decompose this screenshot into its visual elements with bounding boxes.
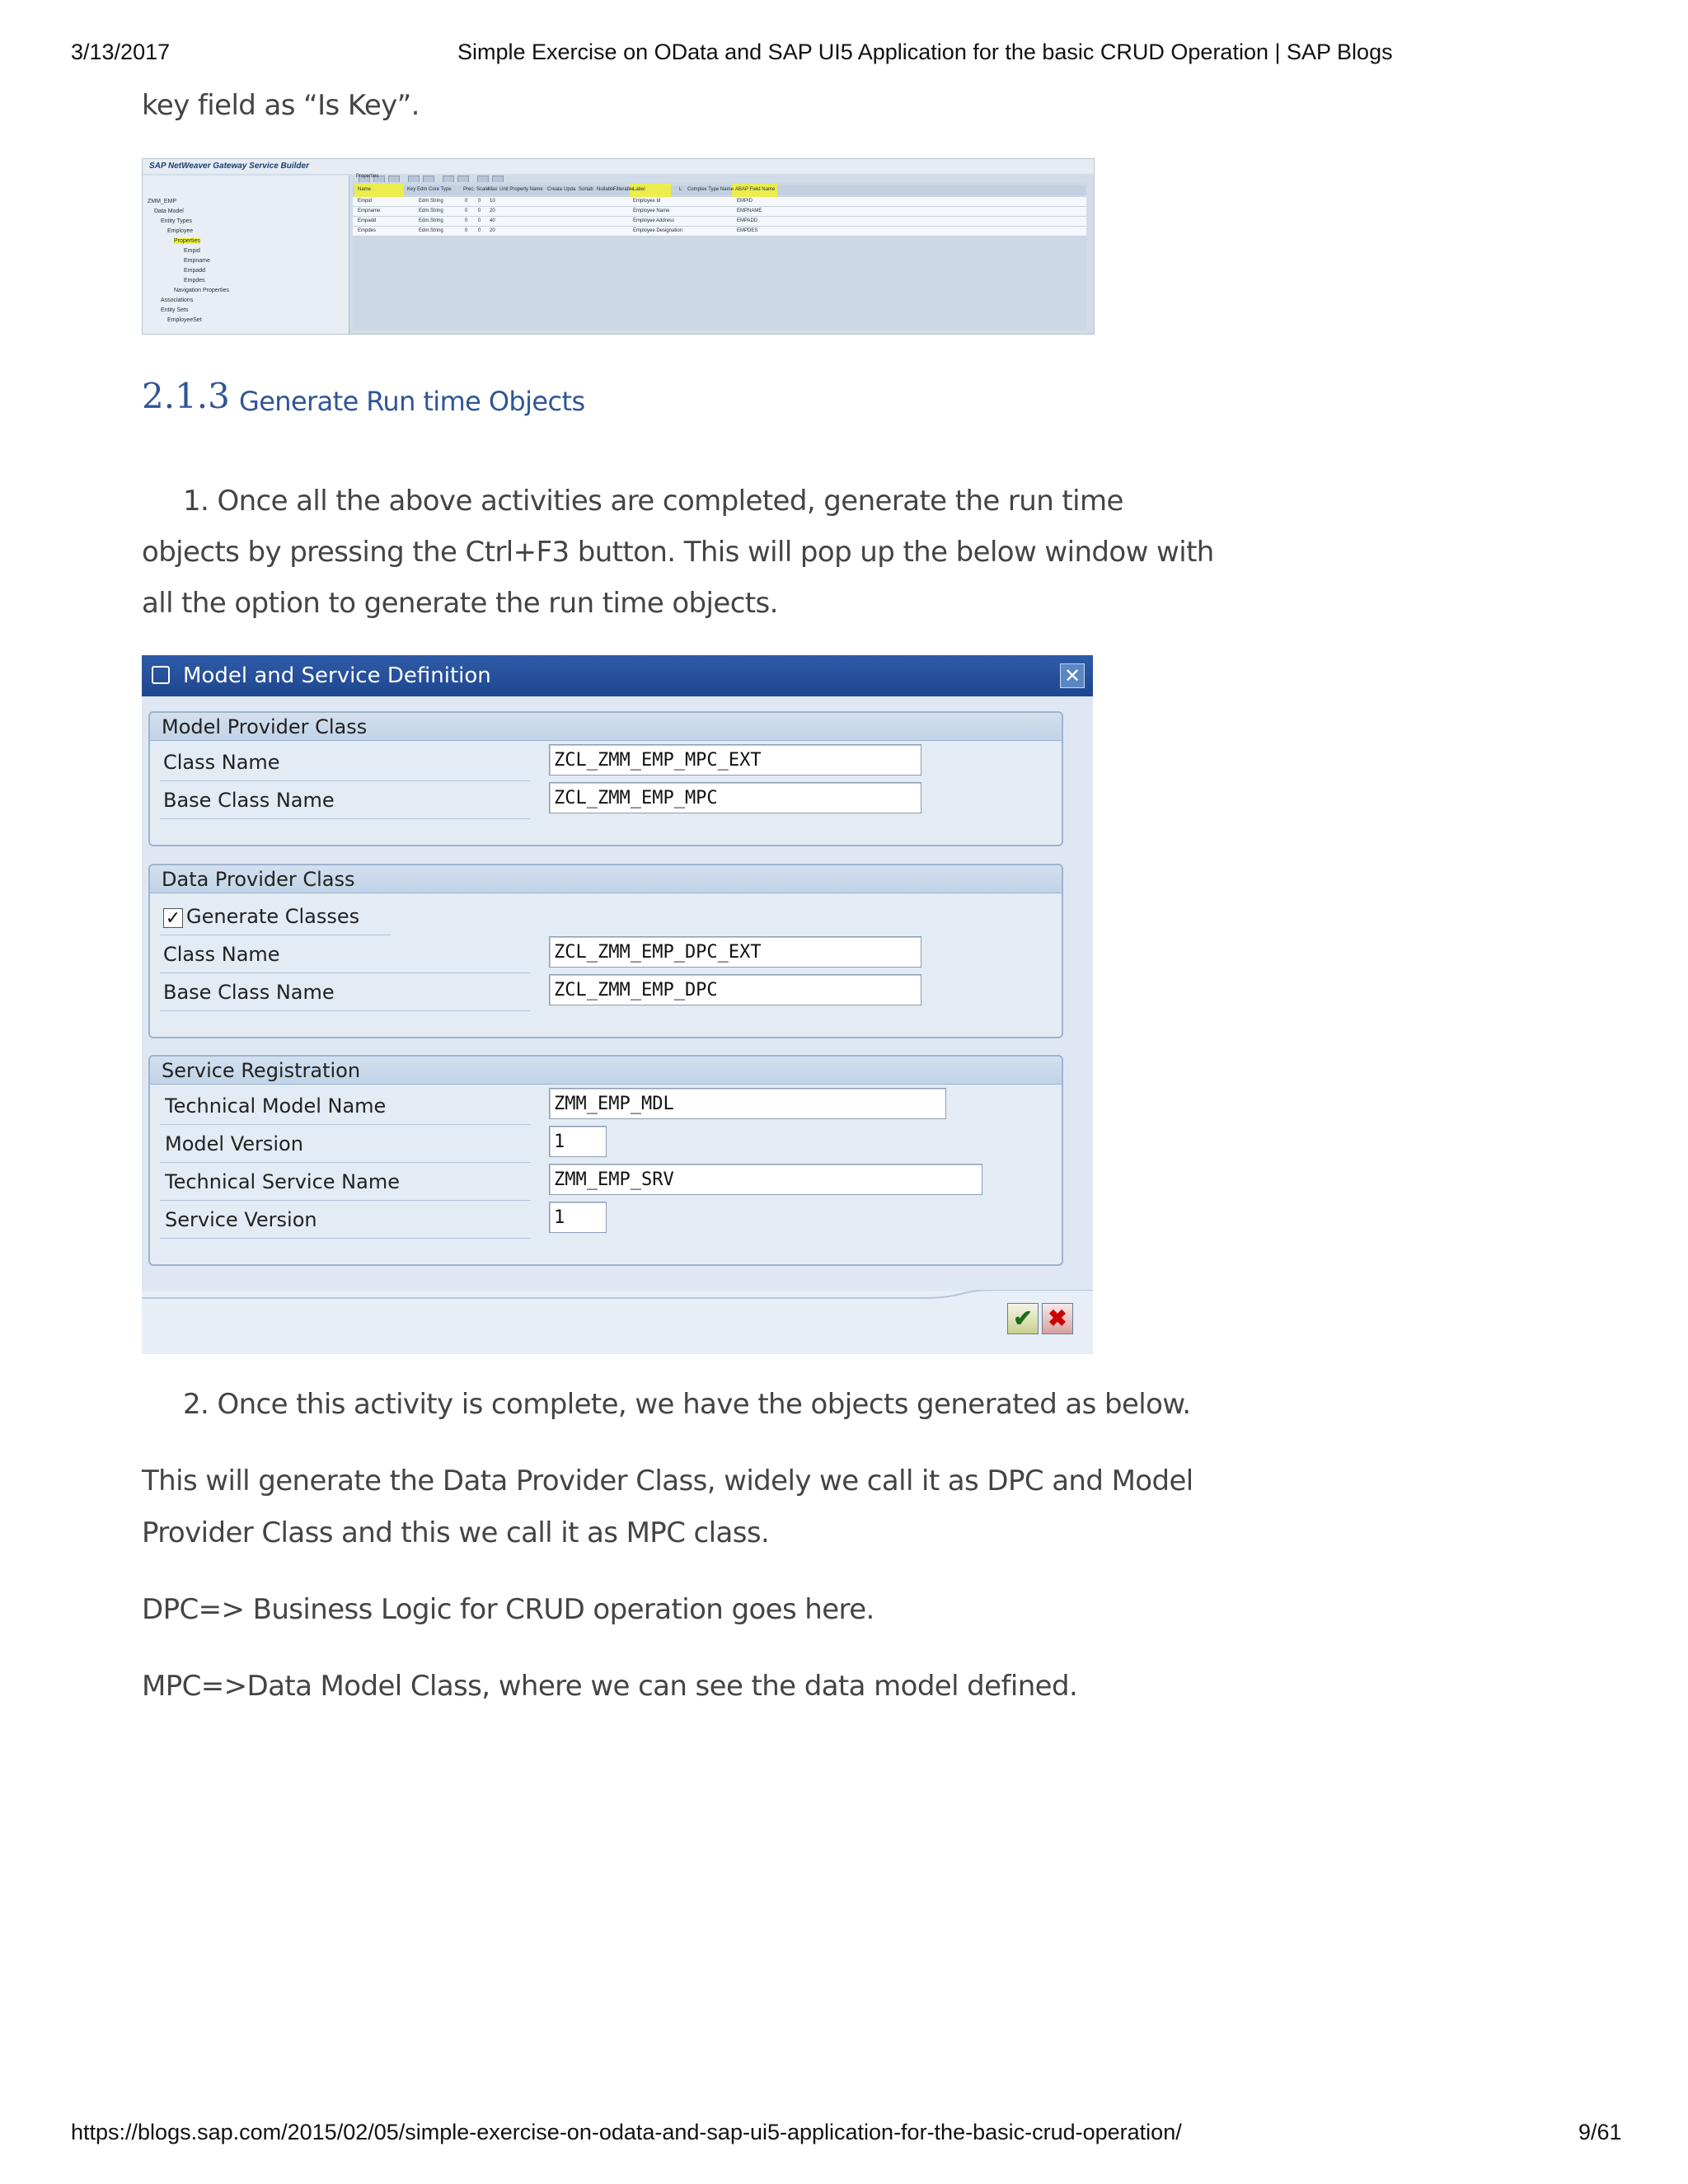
tree-item[interactable]: EmployeeSet [167, 317, 202, 323]
properties-grid [353, 174, 1086, 330]
column-header: Max [488, 187, 498, 192]
tree-item[interactable]: Empid [184, 248, 200, 254]
column-header: Sortab [579, 187, 593, 192]
field-label: Technical Model Name [165, 1094, 387, 1118]
column-header: Nullable [597, 187, 615, 192]
field-label: Class Name [163, 751, 280, 774]
column-header: Key [407, 187, 416, 192]
mpc-description: MPC=>Data Model Class, where we can see the data model defined. [142, 1670, 1078, 1703]
tree-item[interactable]: Properties [174, 238, 200, 244]
cancel-icon[interactable]: ✖ [1042, 1303, 1073, 1334]
para1-line1: This will generate the Data Provider Class, widely we call it as DPC and Model [142, 1465, 1193, 1497]
column-header: Name [358, 187, 372, 192]
technical-service-name-input[interactable]: ZMM_EMP_SRV [549, 1164, 982, 1195]
column-header: Scale [476, 187, 490, 192]
column-header: Unit Property Name [499, 187, 543, 192]
field-label: Service Version [165, 1208, 317, 1231]
group-title: Service Registration [150, 1057, 1062, 1085]
dialog-title: Model and Service Definition [183, 663, 491, 688]
tree-item[interactable]: Empname [184, 258, 210, 264]
column-header: Creata [547, 187, 563, 192]
generate-classes-checkbox[interactable]: ✓ [163, 908, 183, 928]
footer-divider [142, 1290, 1093, 1306]
tree-item[interactable]: Data Model [154, 209, 184, 214]
field-label: Technical Service Name [165, 1170, 400, 1193]
field-label: Base Class Name [163, 981, 335, 1004]
dialog-icon [152, 666, 170, 684]
step1-line3: all the option to generate the run time objects. [142, 587, 778, 620]
section-title: Generate Run time Objects [239, 386, 585, 417]
step2-text: 2. Once this activity is complete, we have the objects generated as below. [183, 1388, 1191, 1421]
column-header: Prec. [463, 187, 476, 192]
group-title: Data Provider Class [150, 865, 1062, 893]
intro-line: key field as “Is Key”. [142, 89, 420, 122]
tree-item[interactable]: Entity Types [161, 218, 193, 224]
dialog-titlebar [142, 655, 1093, 696]
property-row[interactable]: Empid Edm.String 0 0 10 Employee Id EMPID [353, 197, 1086, 207]
column-header: Label [633, 187, 645, 192]
model-version-input[interactable]: 1 [549, 1126, 607, 1157]
model-provider-group [148, 711, 1063, 846]
mpc-class-name-input[interactable]: ZCL_ZMM_EMP_MPC_EXT [549, 744, 921, 776]
page-number: 9/61 [1578, 2120, 1622, 2144]
group-title: Model Provider Class [150, 713, 1062, 741]
field-label: Class Name [163, 943, 280, 966]
tree-item[interactable]: ZMM_EMP [148, 199, 176, 204]
step1-line2: objects by pressing the Ctrl+F3 button. This will pop up the below window with [142, 536, 1214, 569]
tree-item[interactable]: Associations [161, 298, 194, 303]
mpc-base-class-name-input[interactable]: ZCL_ZMM_EMP_MPC [549, 782, 921, 813]
service-registration-group [148, 1055, 1063, 1266]
section-number: 2.1.3 [142, 376, 230, 416]
data-provider-group [148, 864, 1063, 1038]
field-label: Generate Classes [186, 905, 360, 928]
dialog-footer [142, 1291, 1093, 1354]
field-label: Model Version [165, 1132, 303, 1155]
service-builder-screenshot [142, 158, 1095, 335]
technical-model-name-input[interactable]: ZMM_EMP_MDL [549, 1088, 946, 1119]
column-header: Filterable [613, 187, 634, 192]
close-icon[interactable]: ✕ [1060, 663, 1085, 688]
para1-line2: Provider Class and this we call it as MPC class. [142, 1516, 770, 1549]
dpc-class-name-input[interactable]: ZCL_ZMM_EMP_DPC_EXT [549, 936, 921, 968]
property-row[interactable]: Empname Edm.String 0 0 20 Employee Name EMPNAME [353, 207, 1086, 217]
step1-line1: 1. Once all the above activities are completed, generate the run time [183, 485, 1123, 518]
properties-panel-title: Properties [356, 174, 379, 179]
print-date: 3/13/2017 [71, 40, 171, 64]
column-header: Upda [564, 187, 576, 192]
service-version-input[interactable]: 1 [549, 1202, 607, 1233]
property-row[interactable]: Empadd Edm.String 0 0 40 Employee Address EMPADD [353, 217, 1086, 227]
dpc-base-class-name-input[interactable]: ZCL_ZMM_EMP_DPC [549, 974, 921, 1005]
tree-item[interactable]: Empdes [184, 278, 205, 284]
column-header: Complex Type Name [687, 187, 734, 192]
tree-item[interactable]: Employee [167, 228, 194, 234]
model-service-definition-dialog [142, 655, 1093, 1354]
property-row[interactable]: Empdes Edm.String 0 0 20 Employee Designation EMPDES [353, 227, 1086, 237]
dpc-description: DPC=> Business Logic for CRUD operation goes here. [142, 1593, 874, 1626]
column-header: ABAP Field Name [735, 187, 776, 192]
builder-tree [143, 176, 349, 334]
page-url[interactable]: https://blogs.sap.com/2015/02/05/simple-exercise-on-odata-and-sap-ui5-application-for-the-basic-crud-operation/ [71, 2120, 1182, 2144]
page-header-title: Simple Exercise on OData and SAP UI5 Application for the basic CRUD Operation | SAP Blogs [457, 40, 1393, 64]
column-header: Edm Core Type [417, 187, 452, 192]
checkmark-icon[interactable]: ✔ [1007, 1303, 1039, 1334]
tree-item[interactable]: Entity Sets [161, 307, 189, 313]
field-label: Base Class Name [163, 789, 335, 812]
builder-title: SAP NetWeaver Gateway Service Builder [143, 159, 1094, 174]
tree-item[interactable]: Empadd [184, 268, 206, 274]
column-header: L [679, 187, 682, 192]
tree-item[interactable]: Navigation Properties [174, 288, 229, 293]
